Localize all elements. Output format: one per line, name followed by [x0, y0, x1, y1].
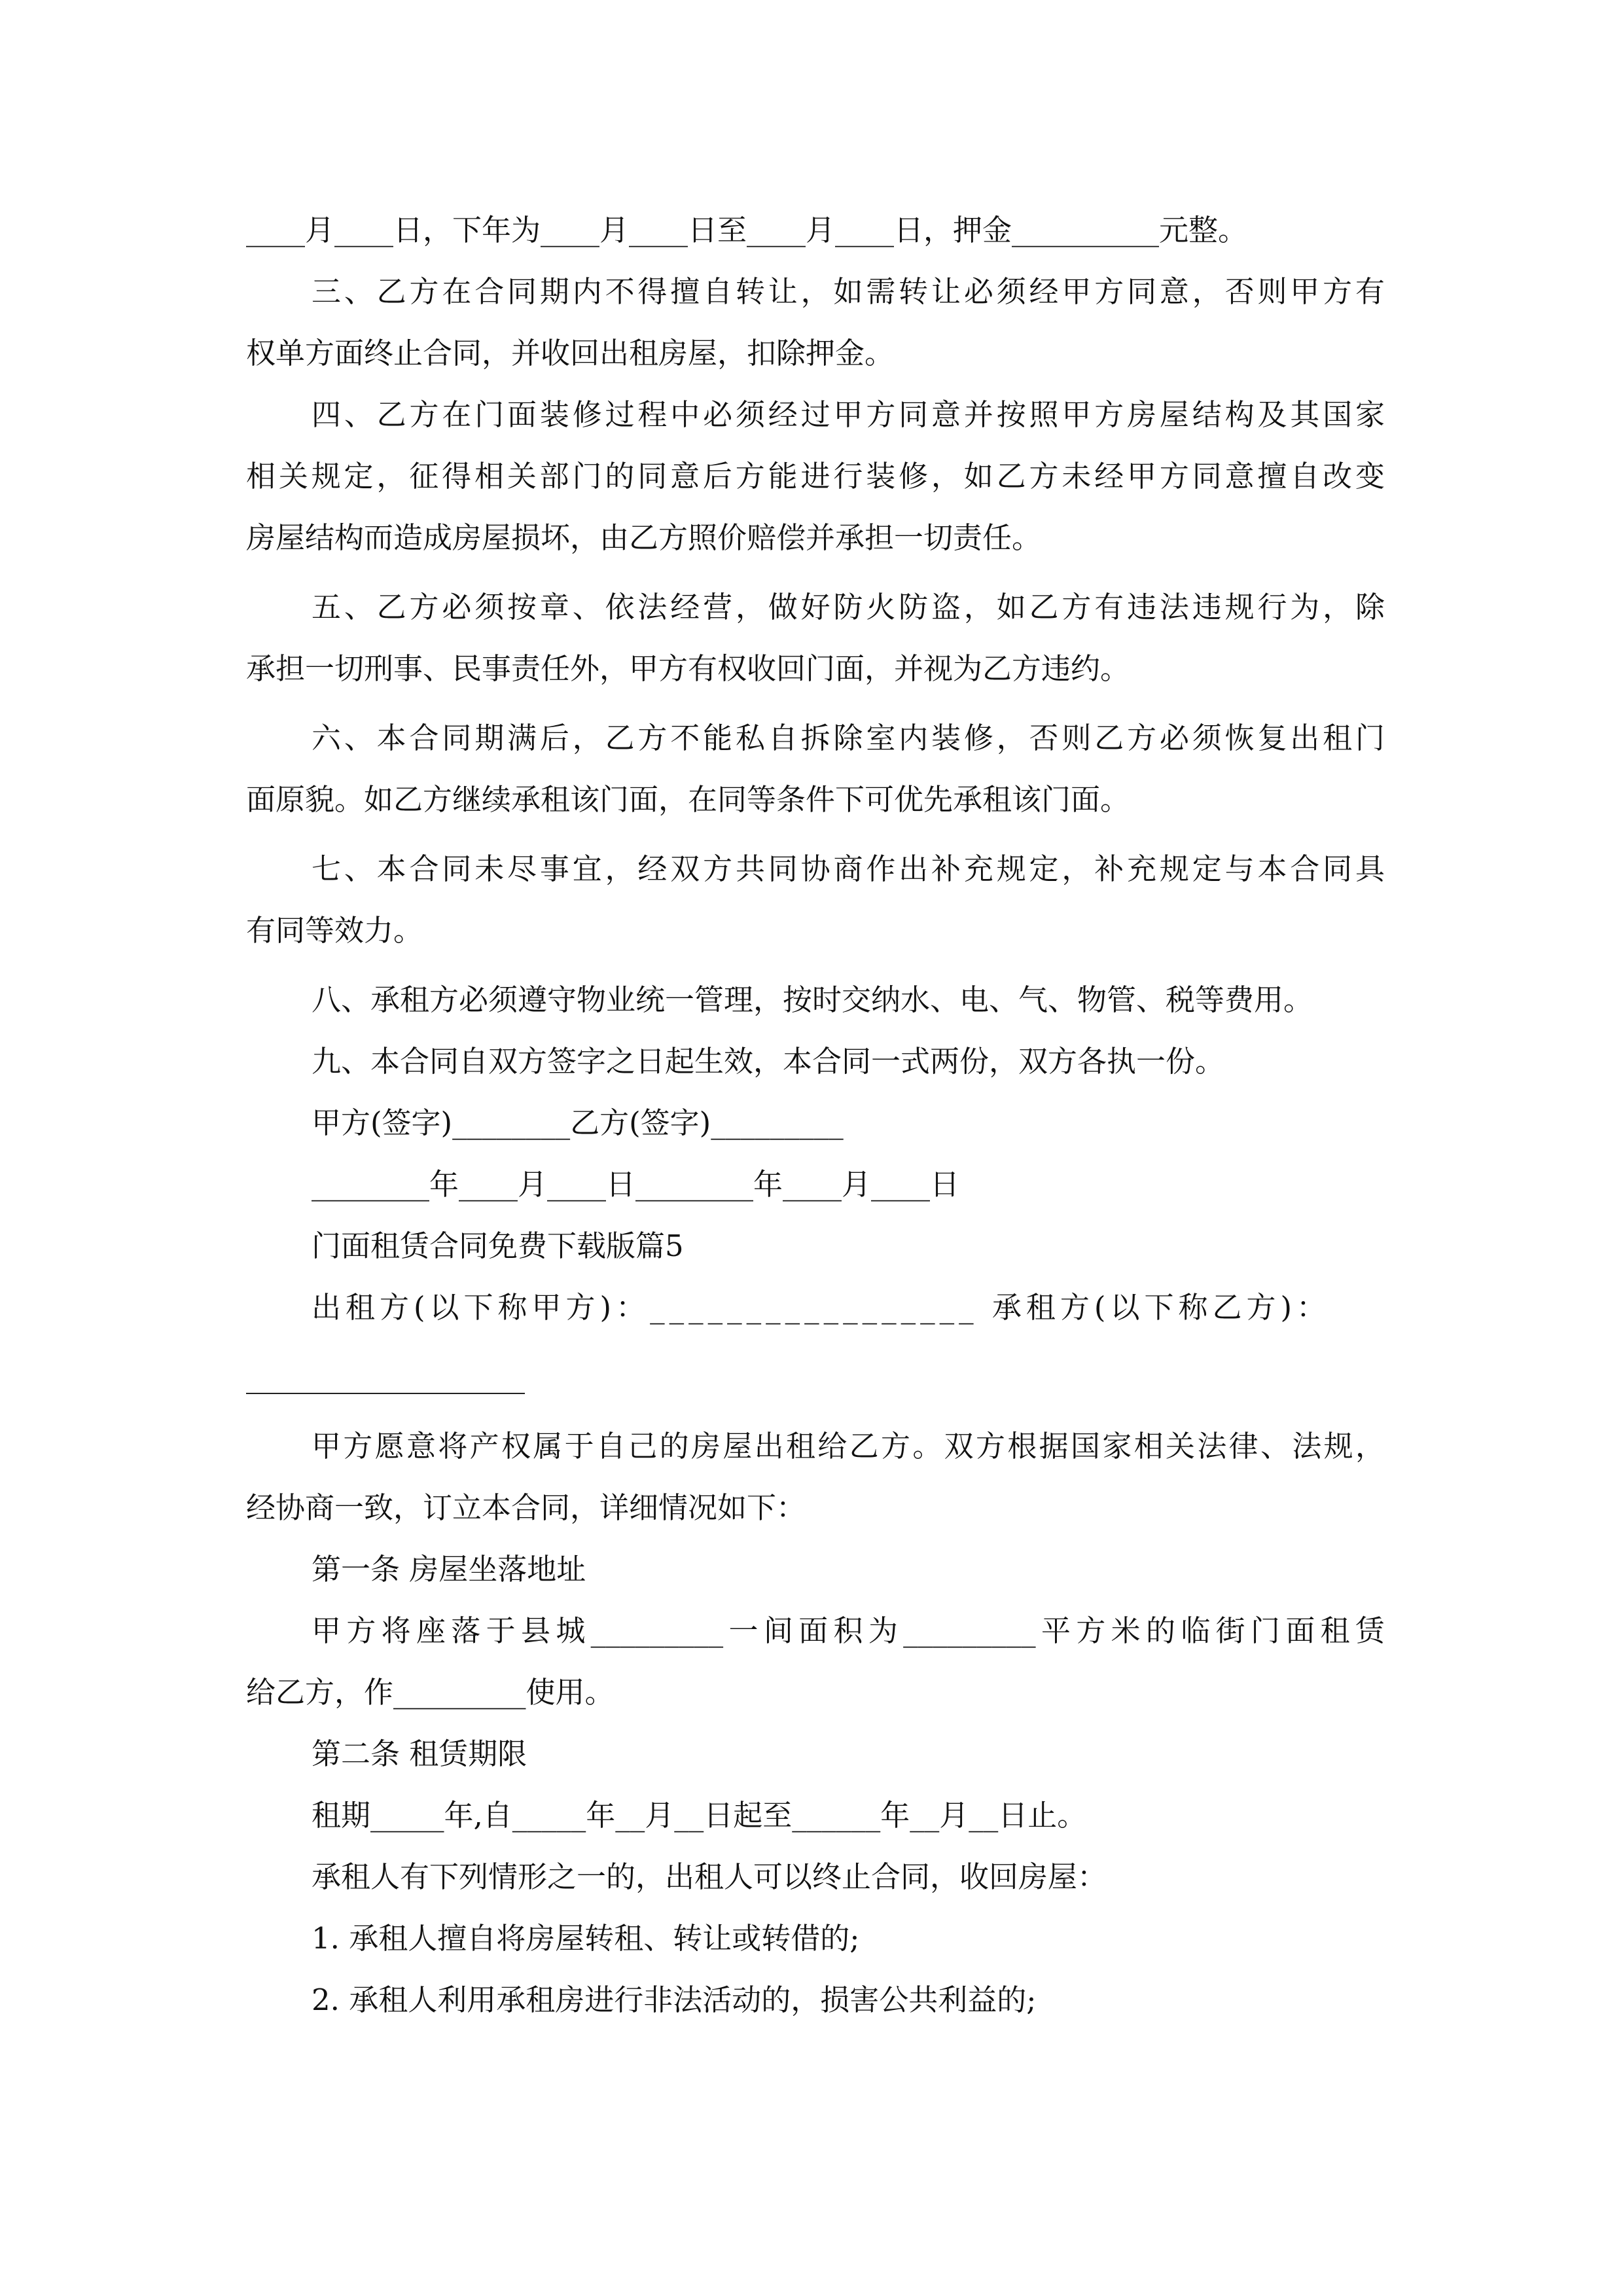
text-line: 面原貌。如乙方继续承租该门面，在同等条件下可优先承租该门面。: [246, 782, 1130, 817]
text-line: 四、乙方在门面装修过程中必须经过甲方同意并按照甲方房屋结构及其国家: [312, 397, 1385, 432]
text-line: 八、承租方必须遵守物业统一管理，按时交纳水、电、气、物管、税等费用。: [312, 982, 1313, 1017]
text-line: ____月____日，下年为____月____日至____月____日，押金__________元整。: [246, 213, 1248, 247]
date-line: ________年____月____日________年____月____日: [312, 1167, 960, 1202]
text-line: 相关规定，征得相关部门的同意后方能进行装修，如乙方未经甲方同意擅自改变: [246, 459, 1385, 493]
text-line: 承担一切刑事、民事责任外，甲方有权收回门面，并视为乙方违约。: [246, 651, 1130, 686]
text-line: 经协商一致，订立本合同，详细情况如下：: [246, 1490, 806, 1525]
text-line: 租期_____年,自_____年__月__日起至______年__月__日止。: [312, 1798, 1087, 1833]
text-line: 七、本合同未尽事宜，经双方共同协商作出补充规定，补充规定与本合同具: [312, 852, 1385, 886]
text-line: 有同等效力。: [246, 913, 423, 948]
text-line: 六、本合同期满后，乙方不能私自拆除室内装修，否则乙方必须恢复出租门: [312, 721, 1385, 755]
text-line: 九、本合同自双方签字之日起生效，本合同一式两份，双方各执一份。: [312, 1044, 1225, 1079]
article-heading: 第一条 房屋坐落地址: [312, 1552, 586, 1587]
signature-line: 甲方(签字)________乙方(签字)_________: [312, 1105, 844, 1140]
blank-underline: [246, 1393, 525, 1394]
text-line: 三、乙方在合同期内不得擅自转让，如需转让必须经甲方同意，否则甲方有: [312, 274, 1385, 309]
list-item: 2. 承租人利用承租房进行非法活动的，损害公共利益的;: [312, 1982, 1037, 2017]
text-line: 甲方愿意将产权属于自己的房屋出租给乙方。双方根据国家相关法律、法规，: [312, 1429, 1385, 1463]
article-heading: 第二条 租赁期限: [312, 1736, 527, 1771]
parties-line: 出租方(以下称甲方)：_________________ 承租方(以下称乙方)：: [312, 1290, 1331, 1325]
text-line: 房屋结构而造成房屋损坏，由乙方照价赔偿并承担一切责任。: [246, 520, 1042, 555]
text-line: 承租人有下列情形之一的，出租人可以终止合同，收回房屋：: [312, 1859, 1107, 1894]
text-line: 权单方面终止合同，并收回出租房屋，扣除押金。: [246, 336, 895, 370]
text-line: 五、乙方必须按章、依法经营，做好防火防盗，如乙方有违法违规行为，除: [312, 590, 1385, 624]
section-title: 门面租赁合同免费下载版篇5: [312, 1229, 684, 1263]
text-line: 甲方将座落于县城_________一间面积为_________平方米的临街门面租赁: [312, 1613, 1385, 1648]
list-item: 1. 承租人擅自将房屋转租、转让或转借的;: [312, 1921, 860, 1956]
text-line: 给乙方，作_________使用。: [246, 1675, 615, 1710]
